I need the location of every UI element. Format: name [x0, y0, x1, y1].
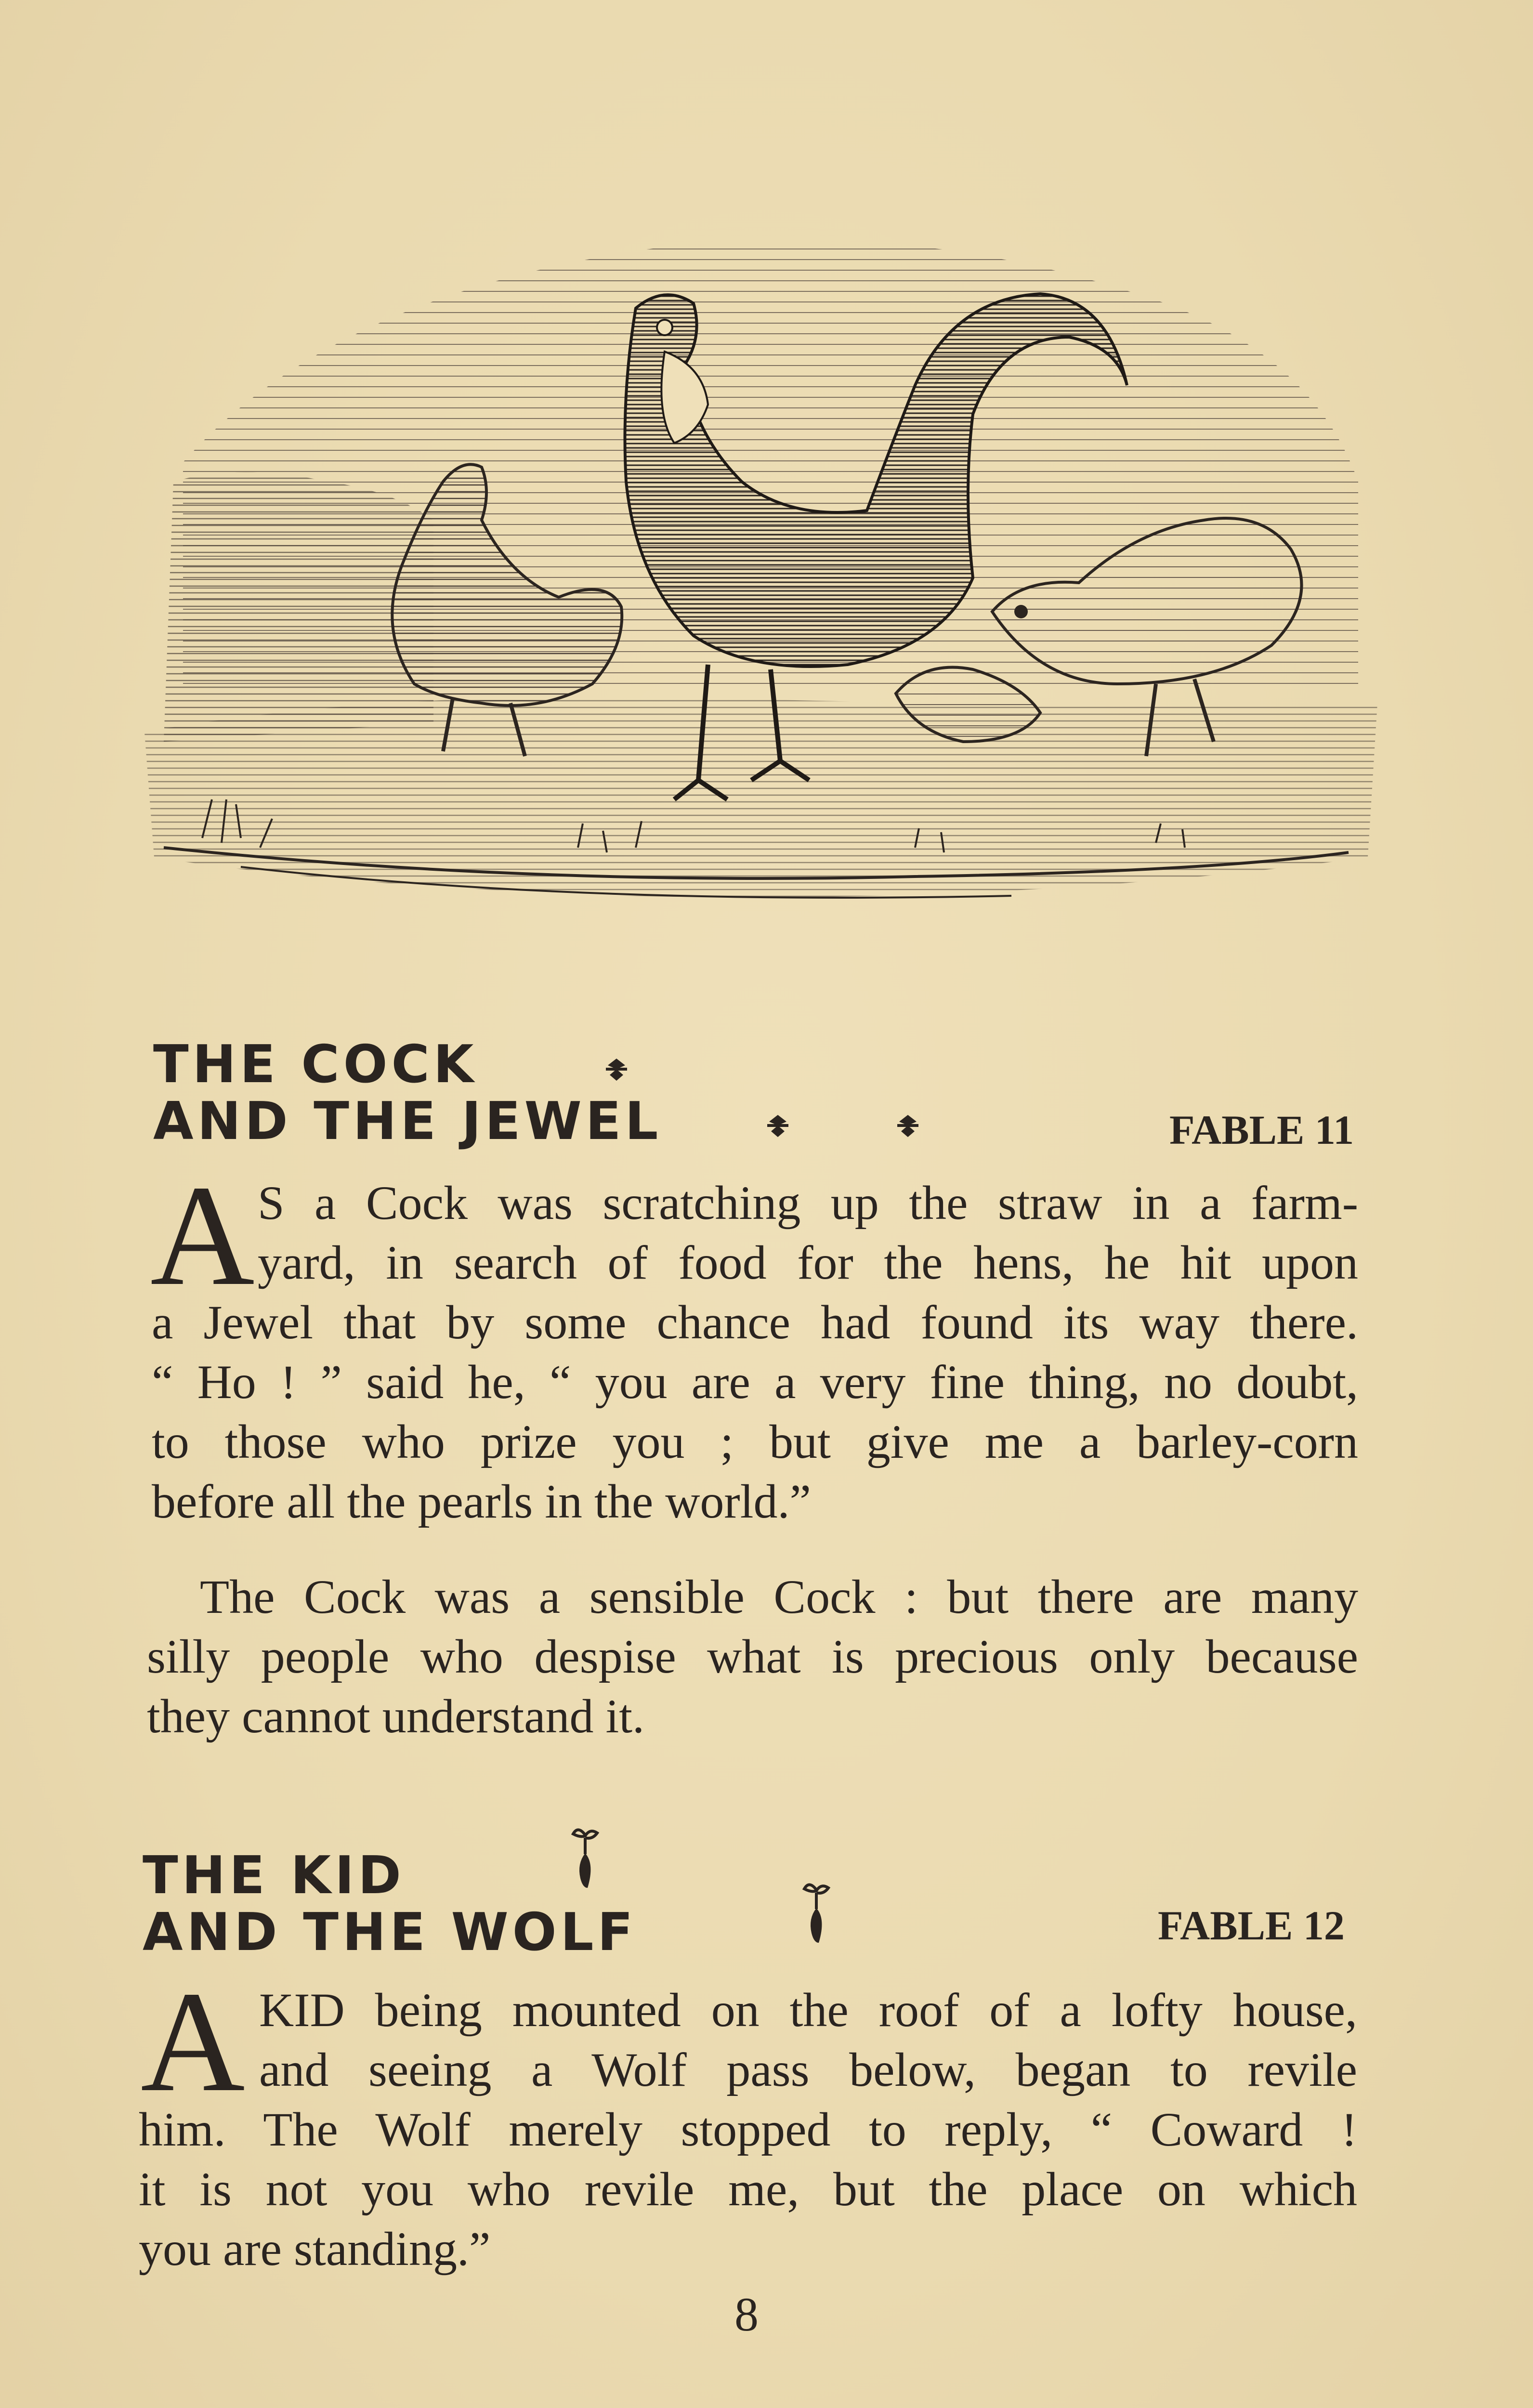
fable-11-title-line-2: AND THE JEWEL: [153, 1091, 662, 1152]
sprout-ornament-icon: [568, 1825, 602, 1893]
sprout-ornament-icon: [799, 1880, 833, 1948]
text-line: silly people who despise what is precious only because: [147, 1630, 1358, 1683]
text-line: it is not you who revile me, but the place on which: [139, 2162, 1357, 2216]
text-line: a Jewel that by some chance had found its way there.: [152, 1296, 1358, 1349]
fable-11-paragraph-1: [150, 1155, 1358, 1531]
fable-11-paragraph-2: [147, 1567, 1358, 1746]
text-line: The Cock was a sensible Cock : but there are many: [200, 1570, 1358, 1623]
fable-12-title-line-2: AND THE WOLF: [143, 1902, 637, 1963]
text-line: to those who prize you ; but give me a barley-corn: [152, 1415, 1358, 1468]
fable-12-title: [143, 1847, 637, 1961]
fleuron-ornament-icon: [763, 1111, 792, 1140]
cock-and-hens-illustration: [144, 212, 1377, 925]
page-number: 8: [734, 2288, 759, 2341]
fable-11-label: FABLE 11: [1169, 1107, 1354, 1153]
fleuron-ornament-icon: [893, 1111, 922, 1140]
text-line: yard, in search of food for the hens, he hit upon: [258, 1236, 1358, 1289]
text-line: you are standing.”: [139, 2222, 491, 2276]
fable-11-dropcap: A: [150, 1155, 255, 1315]
fleuron-ornament-icon: [602, 1055, 631, 1084]
text-line: “ Ho ! ” said he, “ you are a very fine thing, no doubt,: [152, 1355, 1358, 1409]
fable-12-label: FABLE 12: [1158, 1902, 1345, 1949]
fable-11-title-line-1: THE COCK: [153, 1034, 478, 1095]
fable-12-title-line-1: THE KID: [143, 1845, 405, 1906]
text-line: they cannot understand it.: [147, 1689, 645, 1743]
fable-12-paragraph-1: [139, 1962, 1357, 2279]
text-line: and seeing a Wolf pass below, began to revile: [259, 2043, 1357, 2096]
text-line: S a Cock was scratching up the straw in a farm-: [258, 1176, 1358, 1230]
text-line: KID being mounted on the roof of a lofty house,: [259, 1983, 1357, 2037]
text-line: him. The Wolf merely stopped to reply, “ Coward !: [139, 2103, 1357, 2156]
fable-12-dropcap: A: [141, 1962, 245, 2121]
text-line: before all the pearls in the world.”: [152, 1475, 811, 1528]
fable-11-title: [153, 1036, 662, 1150]
